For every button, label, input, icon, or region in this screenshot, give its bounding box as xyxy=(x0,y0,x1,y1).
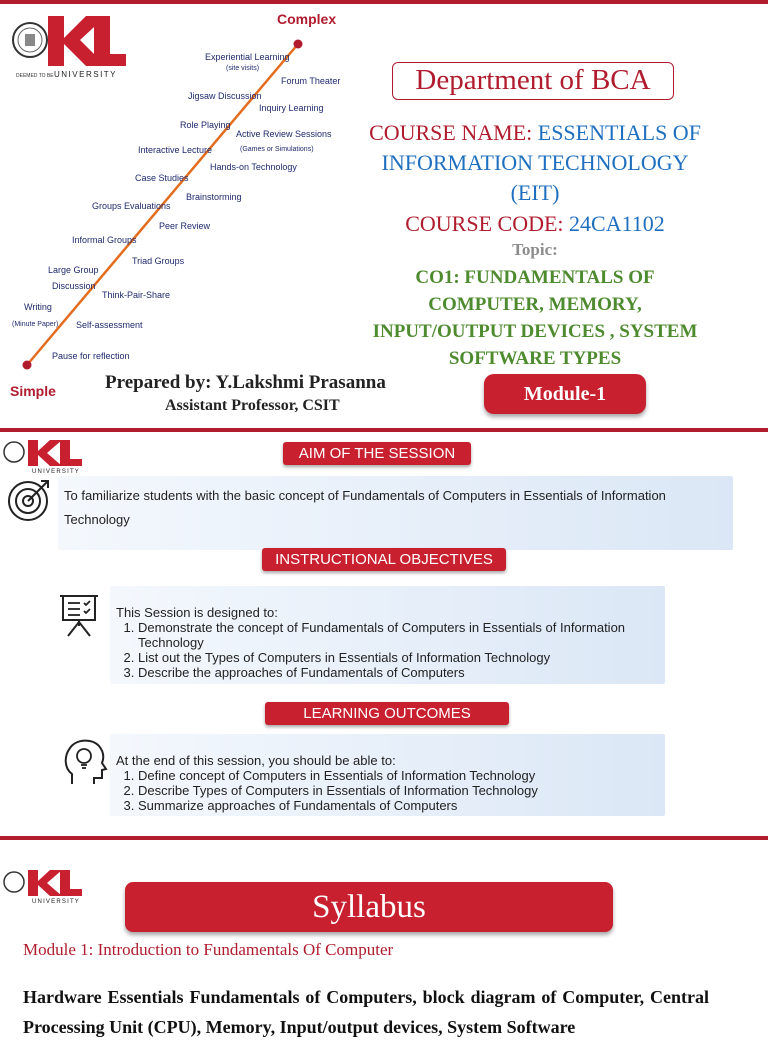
course-code-label: COURSE CODE: xyxy=(405,211,564,236)
session-overview-slide xyxy=(0,436,768,832)
presentation-board-icon xyxy=(56,592,102,638)
aim-text: To familiarize students with the basic concept of Fundamentals of Computers in Essentials of Information Technology xyxy=(64,488,666,527)
ladder-item: Think-Pair-Share xyxy=(102,290,171,300)
ladder-item: Writing xyxy=(24,302,52,312)
topic-block xyxy=(325,264,745,372)
ladder-item: Active Review Sessions xyxy=(236,129,332,139)
objective-item: 1. Demonstrate the concept of Fundamentals of Computers in Essentials of Information Technology xyxy=(138,620,659,650)
module-title: Module 1: Introduction to Fundamentals Of Computer xyxy=(23,940,394,959)
outcomes-intro: At the end of this session, you should be able to: xyxy=(116,753,396,768)
ladder-item: Role Playing xyxy=(180,120,231,130)
logo-wordmark: UNIVERSITY xyxy=(32,899,81,905)
syllabus-slide xyxy=(0,836,768,1037)
outcome-item: 3. Summarize approaches of Fundamentals of Computers xyxy=(138,798,659,813)
ladder-item: (Games or Simulations) xyxy=(240,146,314,153)
learning-methods-ladder xyxy=(0,4,340,434)
objective-item: 3. Describe the approaches of Fundamentals of Computers xyxy=(138,665,659,680)
ladder-item: Self-assessment xyxy=(76,320,143,330)
objectives-intro: This Session is designed to: xyxy=(116,605,278,620)
course-name-line3: (EIT) xyxy=(510,180,560,205)
syllabus-title: Syllabus xyxy=(125,882,613,932)
title-slide xyxy=(0,0,768,432)
outcome-item: 1. Define concept of Computers in Essentials of Information Technology xyxy=(138,768,659,783)
ladder-item: Hands-on Technology xyxy=(210,162,297,172)
topic-line: CO1: FUNDAMENTALS OF xyxy=(415,267,655,288)
topic-line: INPUT/OUTPUT DEVICES , SYSTEM xyxy=(372,321,698,342)
ladder-item: Case Studies xyxy=(135,173,189,183)
ladder-bottom-dot xyxy=(23,361,32,370)
topic-label: Topic: xyxy=(512,240,558,259)
ladder-item: Pause for reflection xyxy=(52,351,130,361)
ladder-item: Interactive Lecture xyxy=(138,145,213,155)
course-name-line1: ESSENTIALS OF xyxy=(537,120,701,145)
ladder-item: Inquiry Learning xyxy=(259,103,324,113)
ladder-item: Peer Review xyxy=(159,221,211,231)
ladder-item: (site visits) xyxy=(226,65,260,72)
aim-title: AIM OF THE SESSION xyxy=(283,442,471,465)
designation: Assistant Professor, CSIT xyxy=(165,397,340,414)
course-name-line2: INFORMATION TECHNOLOGY xyxy=(381,150,689,175)
course-code-block xyxy=(325,209,745,239)
logo-wordmark: UNIVERSITY xyxy=(54,70,118,79)
department-title: Department of BCA xyxy=(392,62,674,100)
target-icon xyxy=(6,476,54,524)
objective-item: 2. List out the Types of Computers in Essentials of Information Technology xyxy=(138,650,659,665)
ladder-item: Large Group xyxy=(48,265,99,275)
ladder-item: Discussion xyxy=(52,281,96,291)
ladder-item: Forum Theater xyxy=(281,76,341,86)
ladder-item: Experiential Learning xyxy=(205,52,290,62)
ladder-top-dot xyxy=(294,40,303,49)
course-name-block xyxy=(325,118,745,208)
objectives-title: INSTRUCTIONAL OBJECTIVES xyxy=(262,548,506,571)
course-name-label: COURSE NAME: xyxy=(369,120,533,145)
topic-line: COMPUTER, MEMORY, xyxy=(428,294,642,315)
module-button[interactable]: Module-1 xyxy=(484,374,646,414)
ladder-top-label: Complex xyxy=(277,11,337,27)
ladder-item: Brainstorming xyxy=(186,192,242,202)
outcomes-title: LEARNING OUTCOMES xyxy=(265,702,509,725)
kl-university-logo xyxy=(2,436,92,474)
objectives-list xyxy=(116,620,659,680)
kl-university-logo xyxy=(2,866,92,904)
logo-wordmark: UNIVERSITY xyxy=(32,469,81,475)
topic-line: SOFTWARE TYPES xyxy=(448,348,622,369)
prepared-by: Prepared by: Y.Lakshmi Prasanna xyxy=(105,372,386,393)
outcomes-box xyxy=(110,734,665,816)
outcomes-list xyxy=(116,768,659,813)
course-code-value: 24CA1102 xyxy=(569,211,665,236)
syllabus-body: Hardware Essentials Fundamentals of Computers, block diagram of Computer, Central Processing Unit (CPU), Memory, Input/output devices, System Software xyxy=(23,987,709,1037)
ladder-item: Informal Groups xyxy=(72,235,137,245)
ladder-item: Jigsaw Discussion xyxy=(188,91,262,101)
outcome-item: 2. Describe Types of Computers in Essentials of Information Technology xyxy=(138,783,659,798)
aim-box xyxy=(58,476,733,550)
ladder-item: (Minute Paper) xyxy=(12,321,59,328)
ladder-bottom-label: Simple xyxy=(10,383,56,399)
idea-head-icon xyxy=(62,736,108,788)
ladder-item: Triad Groups xyxy=(132,256,185,266)
ladder-item: Groups Evaluations xyxy=(92,201,171,211)
objectives-box xyxy=(110,586,665,684)
logo-tagline: DEEMED TO BE xyxy=(16,73,54,79)
